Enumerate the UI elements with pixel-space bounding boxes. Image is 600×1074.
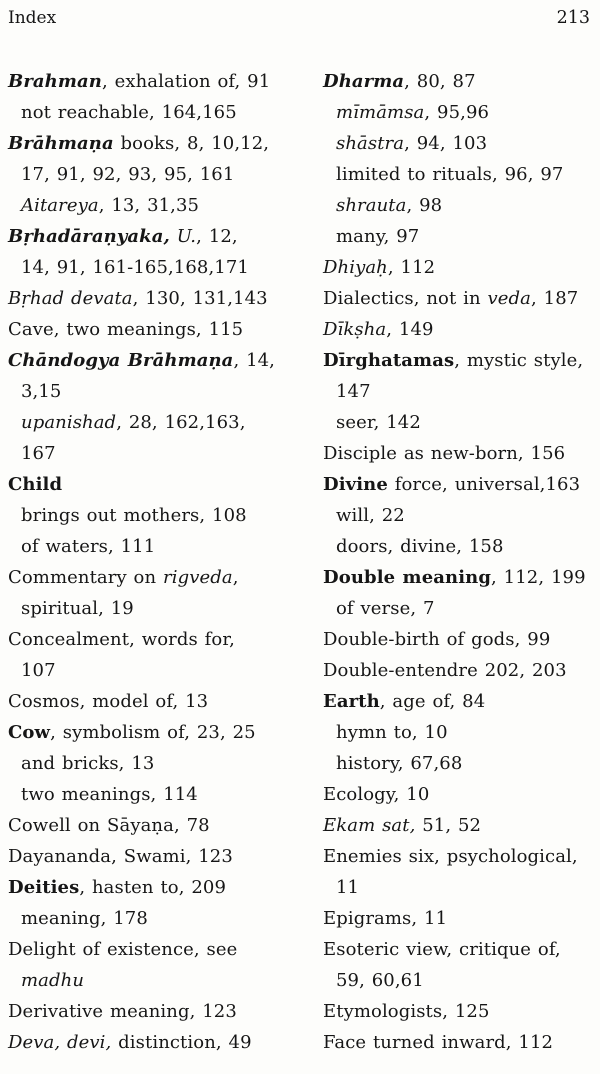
index-line: [8, 996, 323, 1027]
index-line: [8, 283, 323, 314]
index-text-segment: Face turned inward, 112: [323, 1032, 554, 1053]
index-line: [8, 965, 323, 996]
index-text-segment: , symbolism of, 23, 25: [50, 722, 256, 743]
index-text-segment: history, 67,68: [336, 753, 463, 774]
index-line: [323, 903, 592, 934]
index-text-segment: Epigrams, 11: [323, 908, 448, 929]
index-text-segment: limited to rituals, 96, 97: [336, 164, 564, 185]
index-text-segment: doors, divine, 158: [336, 536, 504, 557]
index-line: [323, 996, 592, 1027]
index-line: [323, 97, 592, 128]
index-line: [8, 593, 323, 624]
index-text-segment: , 28, 162,163,: [116, 412, 246, 433]
index-text-segment: Dharma: [323, 71, 405, 92]
index-line: [323, 593, 592, 624]
index-text-segment: Dīrghatamas: [323, 350, 455, 371]
index-text-segment: Divine: [323, 474, 388, 495]
index-text-segment: 11: [336, 877, 360, 898]
index-text-segment: Cosmos, model of, 13: [8, 691, 209, 712]
index-line: [8, 655, 323, 686]
index-text-segment: Commentary on: [8, 567, 164, 588]
index-text-segment: Esoteric view, critique of,: [323, 939, 561, 960]
index-text-segment: Double-entendre 202, 203: [323, 660, 567, 681]
index-text-segment: , 130, 131,143: [132, 288, 268, 309]
index-text-segment: 51, 52: [415, 815, 482, 836]
index-text-segment: Ecology, 10: [323, 784, 430, 805]
running-head: [8, 8, 592, 28]
index-line: [323, 252, 592, 283]
index-line: [8, 1027, 323, 1058]
index-line: [8, 314, 323, 345]
index-text-segment: Chāndogya Brāhmaṇa: [8, 350, 234, 371]
index-line: [323, 779, 592, 810]
index-line: [323, 159, 592, 190]
index-line: [323, 531, 592, 562]
index-line: [323, 562, 592, 593]
index-line: [8, 934, 323, 965]
index-line: [323, 934, 592, 965]
index-text-segment: Dhiyaḥ: [323, 257, 388, 278]
index-text-segment: 17, 91, 92, 93, 95, 161: [21, 164, 235, 185]
index-line: [323, 438, 592, 469]
index-text-segment: ,: [232, 567, 239, 588]
index-text-segment: meaning, 178: [21, 908, 148, 929]
index-line: [323, 190, 592, 221]
index-text-segment: Cowell on Sāyaṇa, 78: [8, 815, 210, 836]
index-line: [323, 965, 592, 996]
index-line: [323, 283, 592, 314]
index-line: [8, 841, 323, 872]
index-text-segment: , 14,: [233, 350, 276, 371]
index-line: [323, 686, 592, 717]
index-text-segment: , 149: [386, 319, 434, 340]
index-text-segment: Delight of existence, see: [8, 939, 238, 960]
index-line: [8, 190, 323, 221]
index-line: [8, 686, 323, 717]
index-text-segment: Child: [8, 474, 63, 495]
index-line: [8, 469, 323, 500]
index-line: [8, 500, 323, 531]
index-line: [323, 407, 592, 438]
index-line: [323, 1027, 592, 1058]
index-line: [323, 872, 592, 903]
index-text-segment: 3,15: [21, 381, 62, 402]
index-text-segment: Earth: [323, 691, 380, 712]
index-text-segment: of verse, 7: [336, 598, 435, 619]
index-text-segment: Bṛhad devata: [8, 288, 133, 309]
index-text-segment: hymn to, 10: [336, 722, 448, 743]
index-text-segment: Enemies six, psychological,: [323, 846, 578, 867]
index-text-segment: Deva, devi,: [8, 1032, 112, 1053]
index-text-segment: , 80, 87: [404, 71, 476, 92]
index-body: [8, 66, 592, 1058]
index-text-segment: Bṛhadāraṇyaka,: [8, 226, 170, 247]
index-column-right: [323, 66, 592, 1058]
index-line: [323, 469, 592, 500]
index-line: [8, 159, 323, 190]
index-line: [8, 624, 323, 655]
index-text-segment: Cow: [8, 722, 51, 743]
index-line: [8, 717, 323, 748]
index-text-segment: 59, 60,61: [336, 970, 424, 991]
index-text-segment: not reachable, 164,165: [21, 102, 237, 123]
index-text-segment: [170, 226, 177, 247]
index-text-segment: Brāhmaṇa: [8, 133, 114, 154]
index-line: [323, 655, 592, 686]
index-line: [8, 345, 323, 376]
index-line: [323, 314, 592, 345]
index-line: [323, 345, 592, 376]
index-text-segment: , 12,: [196, 226, 238, 247]
index-text-segment: , 13, 31,35: [98, 195, 200, 216]
index-line: [8, 376, 323, 407]
index-line: [8, 407, 323, 438]
index-line: [323, 748, 592, 779]
index-line: [323, 128, 592, 159]
index-line: [8, 779, 323, 810]
index-line: [8, 66, 323, 97]
index-text-segment: rigveda: [163, 567, 233, 588]
index-text-segment: 167: [21, 443, 56, 464]
index-text-segment: shāstra: [336, 133, 405, 154]
index-text-segment: force, universal,163: [387, 474, 581, 495]
index-line: [8, 562, 323, 593]
index-text-segment: Brahman: [8, 71, 102, 92]
index-text-segment: Etymologists, 125: [323, 1001, 490, 1022]
index-text-segment: Disciple as new-born, 156: [323, 443, 566, 464]
index-text-segment: , 94, 103: [404, 133, 488, 154]
index-line: [8, 810, 323, 841]
index-text-segment: Double meaning: [323, 567, 492, 588]
index-line: [8, 903, 323, 934]
index-text-segment: brings out mothers, 108: [21, 505, 247, 526]
index-text-segment: two meanings, 114: [21, 784, 198, 805]
index-line: [323, 841, 592, 872]
index-text-segment: , hasten to, 209: [79, 877, 227, 898]
running-head-title: Index: [8, 8, 57, 28]
index-text-segment: Aitareya: [21, 195, 99, 216]
index-text-segment: books, 8, 10,12,: [113, 133, 270, 154]
index-text-segment: 14, 91, 161-165,168,171: [21, 257, 249, 278]
index-text-segment: Ekam sat,: [323, 815, 416, 836]
index-text-segment: of waters, 111: [21, 536, 156, 557]
index-text-segment: , mystic style,: [454, 350, 584, 371]
index-line: [323, 717, 592, 748]
index-text-segment: will, 22: [336, 505, 405, 526]
index-text-segment: and bricks, 13: [21, 753, 155, 774]
index-text-segment: 107: [21, 660, 56, 681]
index-text-segment: upanishad: [21, 412, 117, 433]
index-text-segment: Dialectics, not in: [323, 288, 488, 309]
page-number: 213: [556, 8, 590, 28]
index-text-segment: , 98: [406, 195, 443, 216]
index-line: [8, 438, 323, 469]
index-line: [323, 810, 592, 841]
index-text-segment: Dayananda, Swami, 123: [8, 846, 233, 867]
index-column-left: [8, 66, 323, 1058]
index-line: [323, 500, 592, 531]
index-line: [8, 97, 323, 128]
index-line: [323, 624, 592, 655]
index-text-segment: seer, 142: [336, 412, 421, 433]
index-text-segment: veda: [487, 288, 532, 309]
index-line: [323, 221, 592, 252]
index-line: [323, 66, 592, 97]
index-text-segment: , 95,96: [424, 102, 490, 123]
index-text-segment: Deities: [8, 877, 80, 898]
index-line: [8, 252, 323, 283]
index-text-segment: madhu: [21, 970, 85, 991]
index-text-segment: , 112: [387, 257, 436, 278]
index-text-segment: spiritual, 19: [21, 598, 134, 619]
index-text-segment: mīmāmsa: [336, 102, 425, 123]
index-text-segment: shrauta: [336, 195, 407, 216]
index-line: [8, 748, 323, 779]
index-text-segment: U.: [176, 226, 197, 247]
index-text-segment: , exhalation of, 91: [101, 71, 271, 92]
index-line: [8, 128, 323, 159]
index-line: [8, 531, 323, 562]
index-text-segment: distinction, 49: [111, 1032, 252, 1053]
index-text-segment: Derivative meaning, 123: [8, 1001, 237, 1022]
index-line: [8, 221, 323, 252]
index-line: [323, 376, 592, 407]
index-text-segment: Double-birth of gods, 99: [323, 629, 551, 650]
index-text-segment: , age of, 84: [379, 691, 486, 712]
index-text-segment: , 112, 199: [491, 567, 586, 588]
index-text-segment: 147: [336, 381, 371, 402]
index-text-segment: Cave, two meanings, 115: [8, 319, 244, 340]
index-line: [8, 872, 323, 903]
index-text-segment: many, 97: [336, 226, 420, 247]
index-text-segment: Dīkṣha: [323, 319, 387, 340]
index-text-segment: , 187: [531, 288, 579, 309]
index-text-segment: Concealment, words for,: [8, 629, 235, 650]
